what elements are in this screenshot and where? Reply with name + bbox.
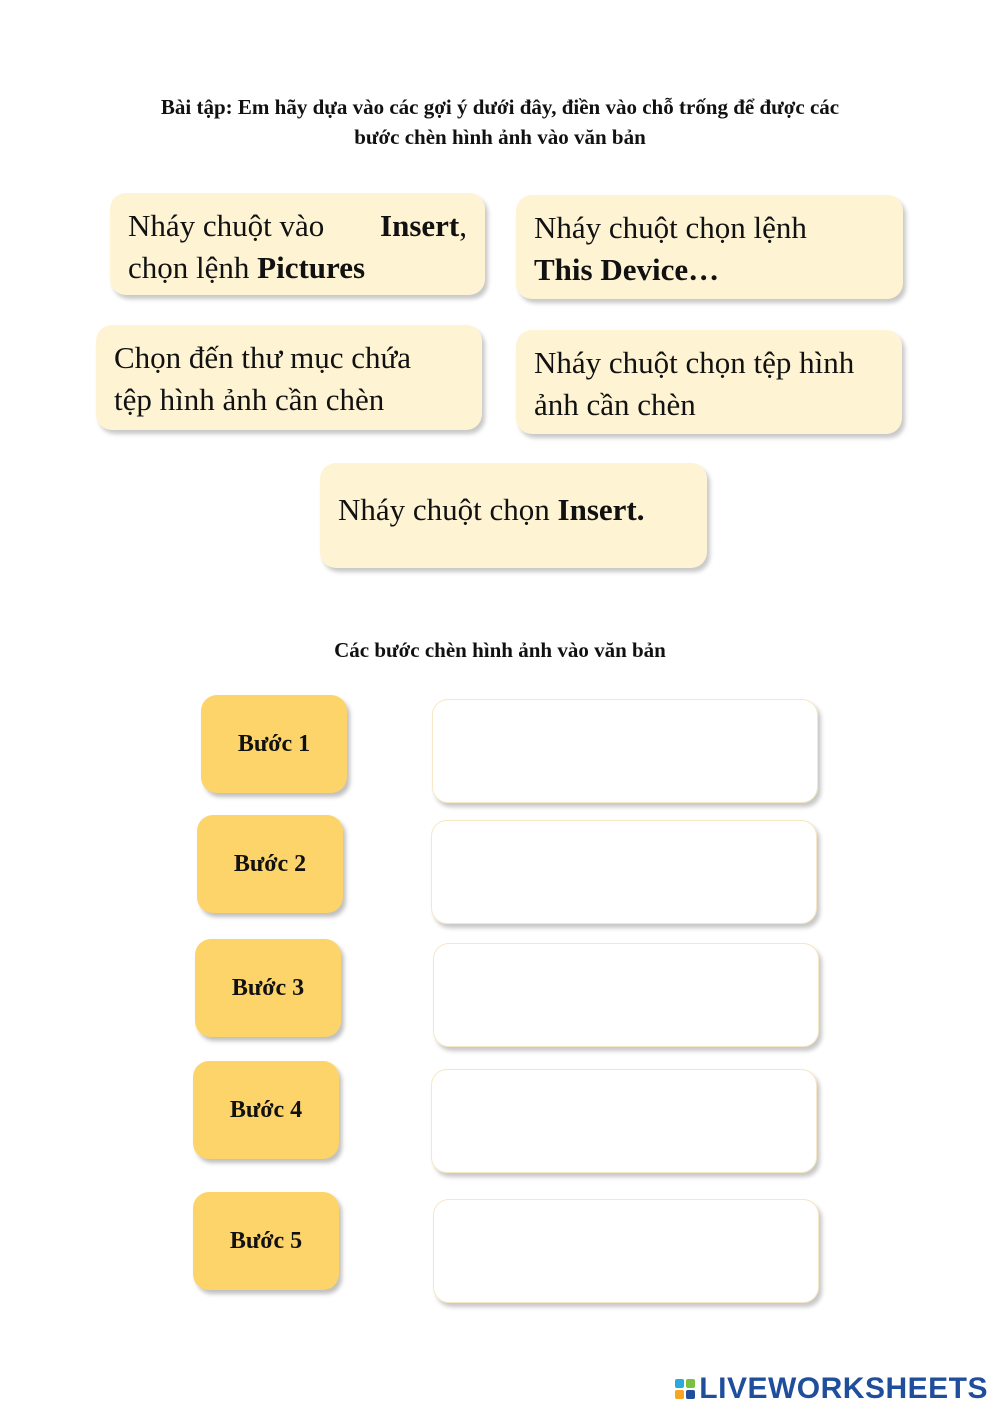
answer-box-5[interactable]: [433, 1199, 819, 1303]
hint-1-text-c: chọn lệnh: [128, 250, 258, 285]
hint-1-bold-b: Pictures: [257, 250, 366, 285]
hint-4-text-a: Nháy chuột chọn tệp hình: [534, 345, 855, 380]
instruction-line-2: bước chèn hình ảnh vào văn bản: [354, 125, 646, 149]
hint-2-text-a: Nháy chuột chọn lệnh: [534, 210, 807, 245]
hint-4-text-b: ảnh cần chèn: [534, 387, 696, 422]
hint-card-5[interactable]: [320, 463, 707, 568]
step-label-3: Bước 3: [195, 939, 341, 1037]
hint-3-text-a: Chọn đến thư mục chứa: [114, 340, 412, 375]
hint-1-text-a: Nháy chuột vào: [128, 208, 325, 243]
hint-1-text-b: ,: [459, 208, 467, 243]
step-label-2: Bước 2: [197, 815, 343, 913]
answer-box-4[interactable]: [431, 1069, 817, 1173]
brand-text: LIVEWORKSHEETS: [699, 1372, 988, 1405]
hint-3-text-b: tệp hình ảnh cần chèn: [114, 382, 385, 417]
instruction-line-1: Bài tập: Em hãy dựa vào các gợi ý dưới đây, điền vào chỗ trống để được các: [160, 95, 840, 119]
answer-box-1[interactable]: [432, 699, 818, 803]
hint-card-3[interactable]: [96, 325, 482, 430]
hint-5-text-a: Nháy chuột chọn: [338, 492, 558, 527]
hint-card-4[interactable]: [516, 330, 902, 434]
instruction-text: [100, 92, 900, 152]
step-label-4: Bước 4: [193, 1061, 339, 1159]
hint-card-1[interactable]: [110, 193, 485, 295]
hint-card-2[interactable]: [516, 195, 903, 299]
hint-1-bold-a: Insert: [380, 208, 460, 243]
hint-5-bold: Insert.: [557, 492, 645, 527]
answer-box-3[interactable]: [433, 943, 819, 1047]
step-label-5: Bước 5: [193, 1192, 339, 1290]
section-title: Các bước chèn hình ảnh vào văn bản: [334, 638, 666, 662]
hint-2-bold: This Device…: [534, 252, 720, 287]
answer-box-2[interactable]: [431, 820, 817, 924]
liveworksheets-logo-icon: [675, 1379, 695, 1399]
brand-logo: [675, 1372, 988, 1406]
step-label-1: Bước 1: [201, 695, 347, 793]
